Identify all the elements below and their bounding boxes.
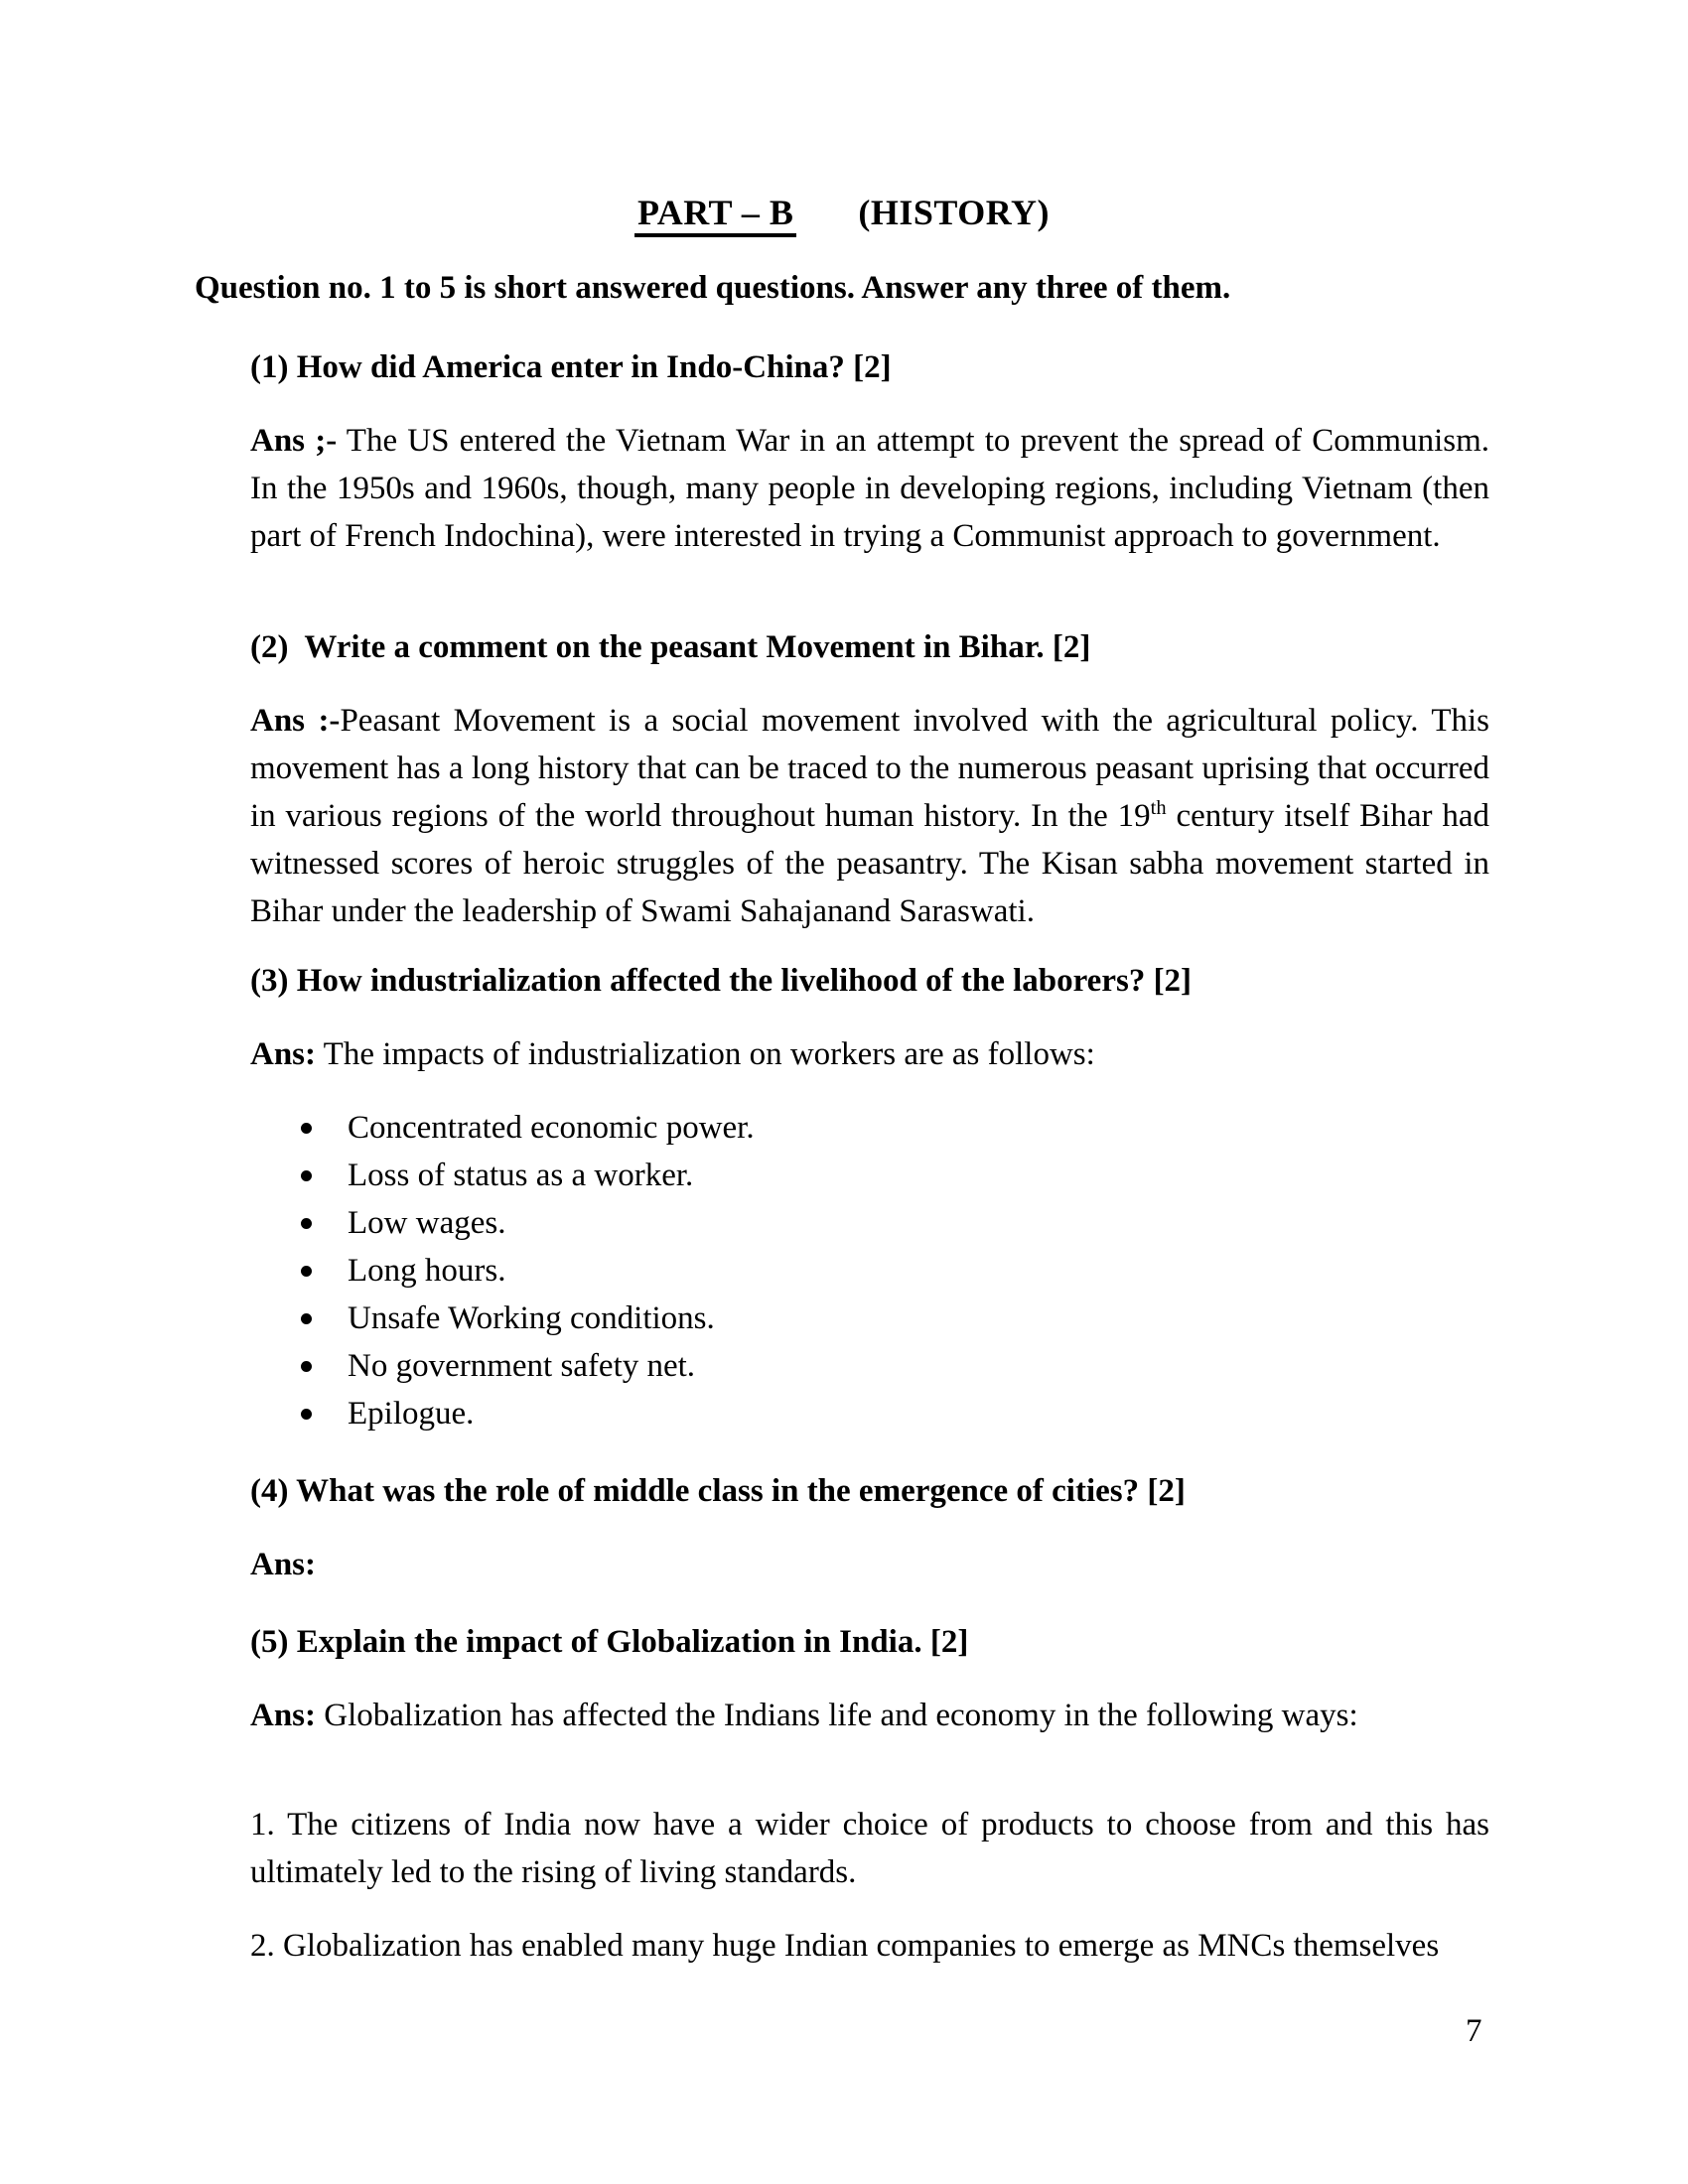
bullet-icon (301, 1409, 312, 1420)
list-item (348, 1104, 1489, 1152)
question-2-heading: (2) Write a comment on the peasant Movement in Bihar. [2] (250, 629, 1091, 665)
answer-2-superscript: th (1150, 797, 1167, 819)
list-item-text: Concentrated economic power. (348, 1110, 755, 1146)
part-title: PART – B (634, 193, 796, 237)
bullet-icon (301, 1266, 312, 1277)
answer-5-text: Globalization has affected the Indians life and economy in the following ways: (316, 1698, 1358, 1733)
bullet-icon (301, 1170, 312, 1181)
instructions-text: Question no. 1 to 5 is short answered questions. Answer any three of them. (195, 270, 1231, 306)
list-item (348, 1295, 1489, 1342)
question-5-heading: (5) Explain the impact of Globalization in India. [2] (250, 1624, 969, 1660)
page-title (195, 189, 1489, 236)
answer-2-text-start: Peasant Movement is a social movement involved with the agricultural policy. This movement has a long history that can be traced to the numerous peasant uprising that occurred in various regions of the world throughout human history. In the 19 (250, 703, 1489, 834)
list-item (348, 1152, 1489, 1199)
list-item-text: Unsafe Working conditions. (348, 1300, 715, 1336)
list-item-text: Low wages. (348, 1205, 506, 1241)
impacts-bullet-list (250, 1104, 1489, 1437)
answer-1-prefix: Ans ;- (250, 423, 338, 459)
answer-1-text: The US entered the Vietnam War in an attempt to prevent the spread of Communism. In the 1950s and 1960s, though, many people in developing regions, including Vietnam (then part of French Indochina), were interested in trying a Communist approach to government. (250, 423, 1490, 554)
list-item (348, 1247, 1489, 1295)
bullet-icon (301, 1218, 312, 1229)
answer-5 (250, 1692, 1489, 1739)
question-block-3 (195, 957, 1489, 1437)
answer-5-point-2: 2. Globalization has enabled many huge Indian companies to emerge as MNCs themselves (250, 1928, 1440, 1964)
answer-2-prefix: Ans :- (250, 703, 341, 739)
question-block-5 (195, 1618, 1489, 1970)
question-block-1 (195, 343, 1489, 560)
bullet-icon (301, 1313, 312, 1324)
answer-4-prefix: Ans: (250, 1547, 317, 1582)
list-item-text: No government safety net. (348, 1348, 696, 1384)
list-item-text: Long hours. (348, 1253, 506, 1289)
answer-3-text: The impacts of industrialization on workers are as follows: (316, 1036, 1095, 1072)
answer-2-text-end: century itself Bihar had witnessed scores of heroic struggles of the peasantry. The Kisan sabha movement started in Bihar under the leadership of Swami Sahajanand Saraswati. (250, 798, 1489, 929)
answer-4 (250, 1541, 1489, 1588)
answer-5-prefix: Ans: (250, 1698, 317, 1733)
list-item (348, 1342, 1489, 1390)
list-item-text: Epilogue. (348, 1396, 475, 1432)
answer-2 (250, 697, 1489, 935)
question-4-heading: (4) What was the role of middle class in the emergence of cities? [2] (250, 1473, 1186, 1509)
bullet-icon (301, 1361, 312, 1372)
question-1-heading: (1) How did America enter in Indo-China? [2] (250, 349, 892, 385)
question-block-2 (195, 623, 1489, 935)
question-3-heading: (3) How industrialization affected the livelihood of the laborers? [2] (250, 963, 1193, 999)
list-item (348, 1199, 1489, 1247)
list-item (348, 1390, 1489, 1437)
page-number: 7 (1466, 2013, 1482, 2049)
answer-5-point-1: 1. The citizens of India now have a wider choice of products to choose from and this has ultimately led to the rising of living standards. (250, 1807, 1489, 1890)
bullet-icon (301, 1123, 312, 1134)
list-item-text: Loss of status as a worker. (348, 1158, 694, 1193)
question-block-4 (195, 1467, 1489, 1588)
subject-title: (HISTORY) (858, 193, 1051, 232)
answer-3 (250, 1030, 1489, 1078)
answer-1 (250, 417, 1489, 560)
answer-3-prefix: Ans: (250, 1036, 317, 1072)
